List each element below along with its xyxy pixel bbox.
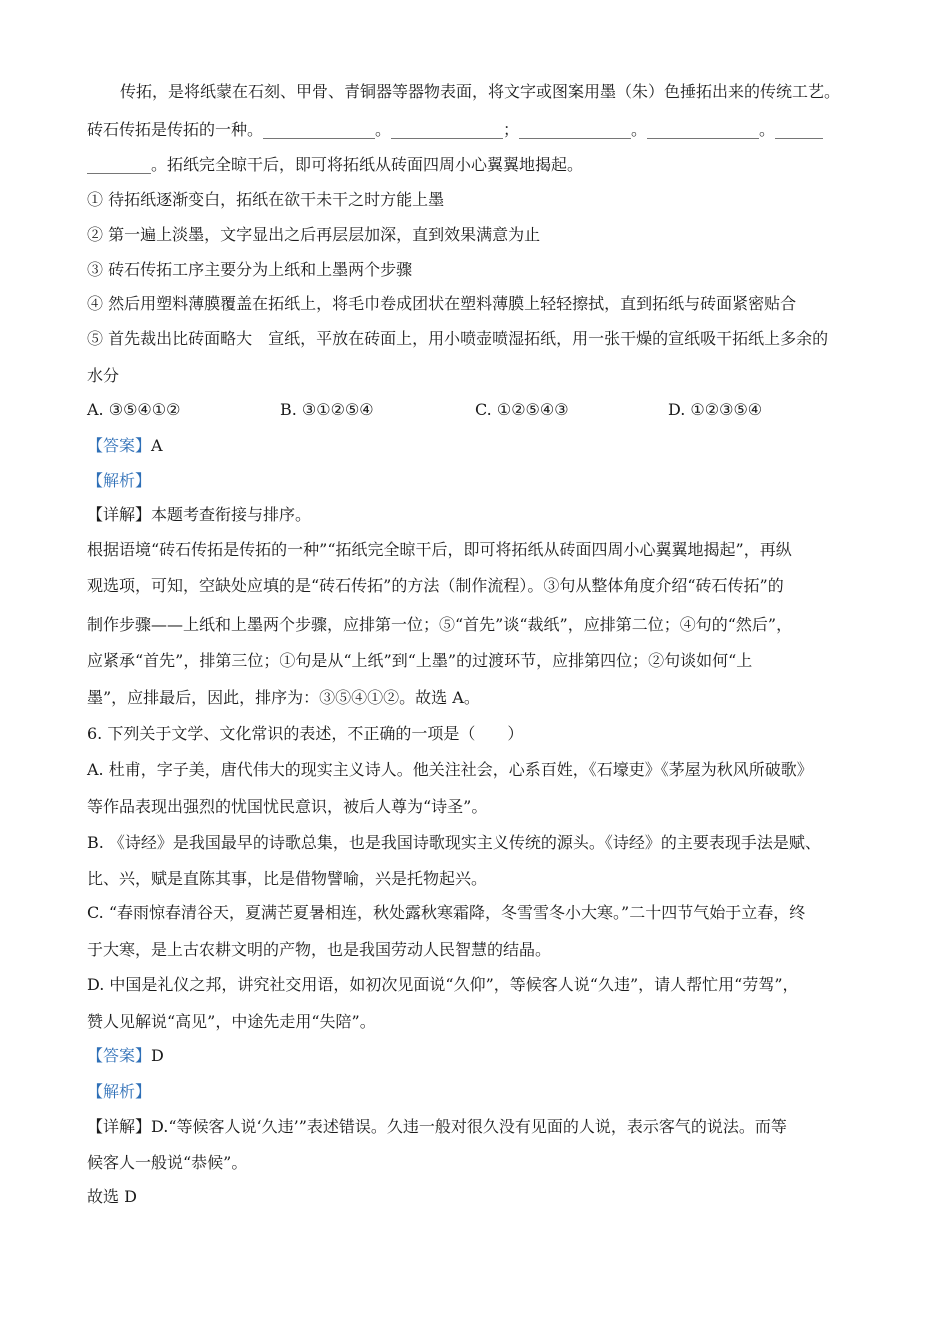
- q5-option-a: A. ③⑤④①②: [87, 400, 181, 419]
- q5-item-5-cont: 水分: [87, 366, 120, 385]
- q6-option-c-line-2: 于大寒，是上古农耕文明的产物，也是我国劳动人民智慧的结晶。: [87, 940, 552, 959]
- q5-option-c: C. ①②⑤④③: [475, 400, 569, 419]
- q5-stem-line-2: 砖石传拓是传拓的一种。______________。______________；______________。______________。______: [87, 120, 824, 139]
- q6-option-a-line-2: 等作品表现出强烈的忧国忧民意识，被后人尊为“诗圣”。: [87, 797, 488, 816]
- q5-detail-line-4: 应紧承“首先”，排第三位；①句是从“上纸”到“上墨”的过渡环节，应排第四位；②句谈如何“上: [87, 651, 753, 670]
- q6-option-a-line-1: A. 杜甫，字子美，唐代伟大的现实主义诗人。他关注社会，心系百姓，《石壕吏》《茅屋为秋风所破歌》: [87, 760, 813, 779]
- q5-option-d: D. ①②③⑤④: [668, 400, 763, 419]
- q6-option-b-line-2: 比、兴，赋是直陈其事，比是借物譬喻，兴是托物起兴。: [87, 869, 488, 888]
- q5-item-4: ④ 然后用塑料薄膜覆盖在拓纸上，将毛巾卷成团状在塑料薄膜上轻轻擦拭，直到拓纸与砖面紧密贴合: [87, 294, 797, 313]
- q6-conclusion: 故选 D: [87, 1187, 137, 1206]
- q5-detail-line-5: 墨”，应排最后，因此，排序为：③⑤④①②。故选 A。: [87, 688, 480, 707]
- q5-detail-first: 【详解】本题考查衔接与排序。: [87, 505, 312, 524]
- q5-item-2: ② 第一遍上淡墨，文字显出之后再层层加深，直到效果满意为止: [87, 225, 541, 244]
- q5-detail-line-1: 根据语境“砖石传拓是传拓的一种”“拓纸完全晾干后，即可将拓纸从砖面四周小心翼翼地揭起”，再纵: [87, 540, 792, 559]
- q5-stem-line-3: ________。拓纸完全晾干后，即可将拓纸从砖面四周小心翼翼地揭起。: [87, 155, 584, 174]
- q6-option-b-line-1: B. 《诗经》是我国最早的诗歌总集，也是我国诗歌现实主义传统的源头。《诗经》的主要表现手法是赋、: [87, 833, 821, 852]
- q5-detail-line-3: 制作步骤——上纸和上墨两个步骤，应排第一位；⑤“首先”谈“裁纸”，应排第二位；④句的“然后”，: [87, 615, 793, 634]
- q6-detail-line-1: 【详解】D.“等候客人说‘久违’”表述错误。久违一般对很久没有见面的人说，表示客气的说法。而等: [87, 1117, 787, 1136]
- detail-tag: 【详解】: [87, 1117, 152, 1136]
- answer-value: A: [151, 436, 163, 455]
- q6-stem: 6. 下列关于文学、文化常识的表述，不正确的一项是（ ）: [87, 724, 524, 743]
- q5-item-3: ③ 砖石传拓工序主要分为上纸和上墨两个步骤: [87, 260, 413, 279]
- q5-stem-line-1: 传拓，是将纸蒙在石刻、甲骨、青铜器等器物表面，将文字或图案用墨（朱）色捶拓出来的传统工艺。: [120, 82, 841, 101]
- q6-option-c-line-1: C. “春雨惊春清谷天，夏满芒夏暑相连，秋处露秋寒霜降，冬雪雪冬小大寒。”二十四节气始于立春，终: [87, 903, 806, 922]
- q5-option-b: B. ③①②⑤④: [280, 400, 374, 419]
- q5-answer: [87, 436, 163, 456]
- q6-option-d-line-2: 赞人见解说“高见”，中途先走用“失陪”。: [87, 1012, 376, 1031]
- answer-tag: 【答案】: [87, 1046, 152, 1065]
- answer-tag: 【答案】: [87, 436, 152, 455]
- answer-value: D: [151, 1046, 164, 1065]
- q5-item-1: ① 待拓纸逐渐变白，拓纸在欲干未干之时方能上墨: [87, 190, 445, 209]
- q5-item-5: ⑤ 首先裁出比砖面略大 宣纸，平放在砖面上，用小喷壶喷湿拓纸，用一张干燥的宣纸吸干拓纸上多余的: [87, 329, 829, 348]
- detail-tag: 【详解】: [87, 505, 152, 524]
- q6-detail-line-2: 候客人一般说“恭候”。: [87, 1153, 248, 1172]
- q5-detail-line-2: 观选项，可知，空缺处应填的是“砖石传拓”的方法（制作流程）。③句从整体角度介绍“砖石传拓”的: [87, 576, 784, 595]
- q5-analysis-tag: 【解析】: [87, 471, 152, 490]
- q6-analysis-tag: 【解析】: [87, 1082, 152, 1101]
- q6-answer: [87, 1046, 164, 1066]
- q6-option-d-line-1: D. 中国是礼仪之邦，讲究社交用语，如初次见面说“久仰”，等候客人说“久违”，请人帮忙用“劳驾”，: [87, 975, 799, 994]
